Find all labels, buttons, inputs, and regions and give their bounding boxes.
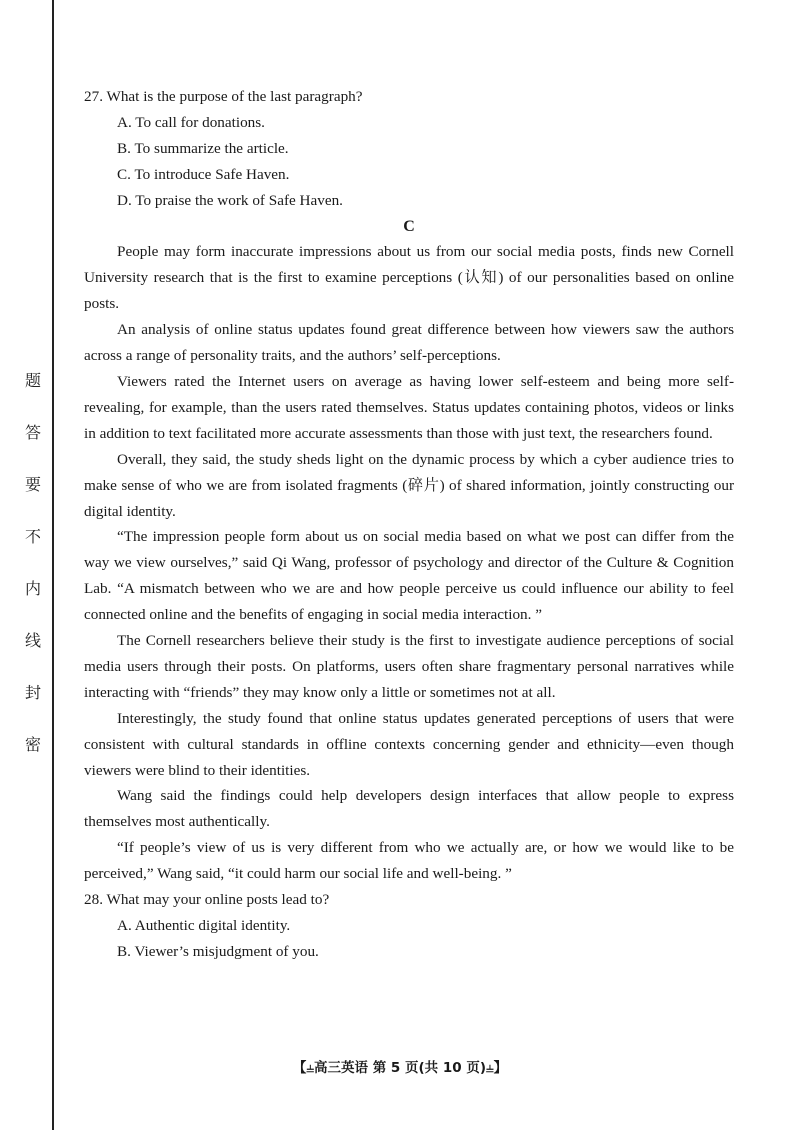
binding-line xyxy=(52,0,54,1130)
q28-option-a: A. Authentic digital identity. xyxy=(117,917,291,934)
seal-margin-warning xyxy=(20,372,46,788)
seal-char: 题 xyxy=(24,371,41,390)
seal-char: 要 xyxy=(24,475,41,494)
passage-paragraph-4: Overall, they said, the study sheds light on the dynamic process by which a cyber audience tries to make sense of who we are from isolated fragments (碎片) of shared information, jointly constructing our digital identity. xyxy=(84,450,734,520)
passage-paragraph-5: “The impression people form about us on social media based on what we post can differ from the way we view ourselves,” said Qi Wang, professor of psychology and director of the Culture & Cognition Lab. “A mismatch between who we are and how people perceive us could influence our ability to feel connected online and the benefits of engaging in social media interaction. ” xyxy=(84,528,734,624)
passage-paragraph-7: Interestingly, the study found that online status updates generated perceptions of users that were consistent with cultural standards in offline contexts concerning gender and ethnicity—even though viewers were blind to their identities. xyxy=(84,709,734,779)
passage-paragraph-8: Wang said the findings could help developers design interfaces that allow people to express themselves most authentically. xyxy=(84,787,734,831)
question-27: 27. What is the purpose of the last paragraph? xyxy=(84,88,363,105)
seal-char: 内 xyxy=(24,579,41,598)
passage-paragraph-6: The Cornell researchers believe their study is the first to investigate audience perceptions of social media users through their posts. On platforms, users often share fragmentary personal narratives while interacting with “friends” they may know only a little or sometimes not at all. xyxy=(84,632,734,701)
seal-char: 线 xyxy=(24,631,41,650)
passage-paragraph-1: People may form inaccurate impressions about us from our social media posts, finds new Cornell University research that is the first to examine perceptions (认知) of our personalities based on online posts. xyxy=(84,243,734,313)
section-label: C xyxy=(403,217,415,235)
q27-option-d: D. To praise the work of Safe Haven. xyxy=(117,191,343,209)
passage-paragraph-3: Viewers rated the Internet users on average as having lower self-esteem and being more self-revealing, for example, than the users rated themselves. Status updates containing photos, videos or links in addition to text facilitated more accurate assessments than those with just text, the researchers found. xyxy=(84,372,734,442)
seal-char: 答 xyxy=(24,423,41,442)
question-28: 28. What may your online posts lead to? xyxy=(84,891,330,909)
q27-option-a: A. To call for donations. xyxy=(117,113,265,131)
seal-char: 封 xyxy=(24,683,41,702)
page-footer: 【⫨高三英语 第 5 页(共 10 页)⫨】 xyxy=(292,1060,508,1076)
passage-paragraph-2: An analysis of online status updates found great difference between how viewers saw the authors across a range of personality traits, and the authors’ self-perceptions. xyxy=(84,321,734,365)
q28-option-b: B. Viewer’s misjudgment of you. xyxy=(117,942,319,960)
seal-char: 密 xyxy=(24,735,41,754)
exam-page-content xyxy=(84,84,734,965)
passage-paragraph-9: “If people’s view of us is very different from who we actually are, or how we would like to be perceived,” Wang said, “it could harm our social life and well-being. ” xyxy=(84,839,734,883)
q27-option-b: B. To summarize the article. xyxy=(117,139,289,157)
seal-char: 不 xyxy=(24,527,41,546)
q27-option-c: C. To introduce Safe Haven. xyxy=(117,165,290,183)
